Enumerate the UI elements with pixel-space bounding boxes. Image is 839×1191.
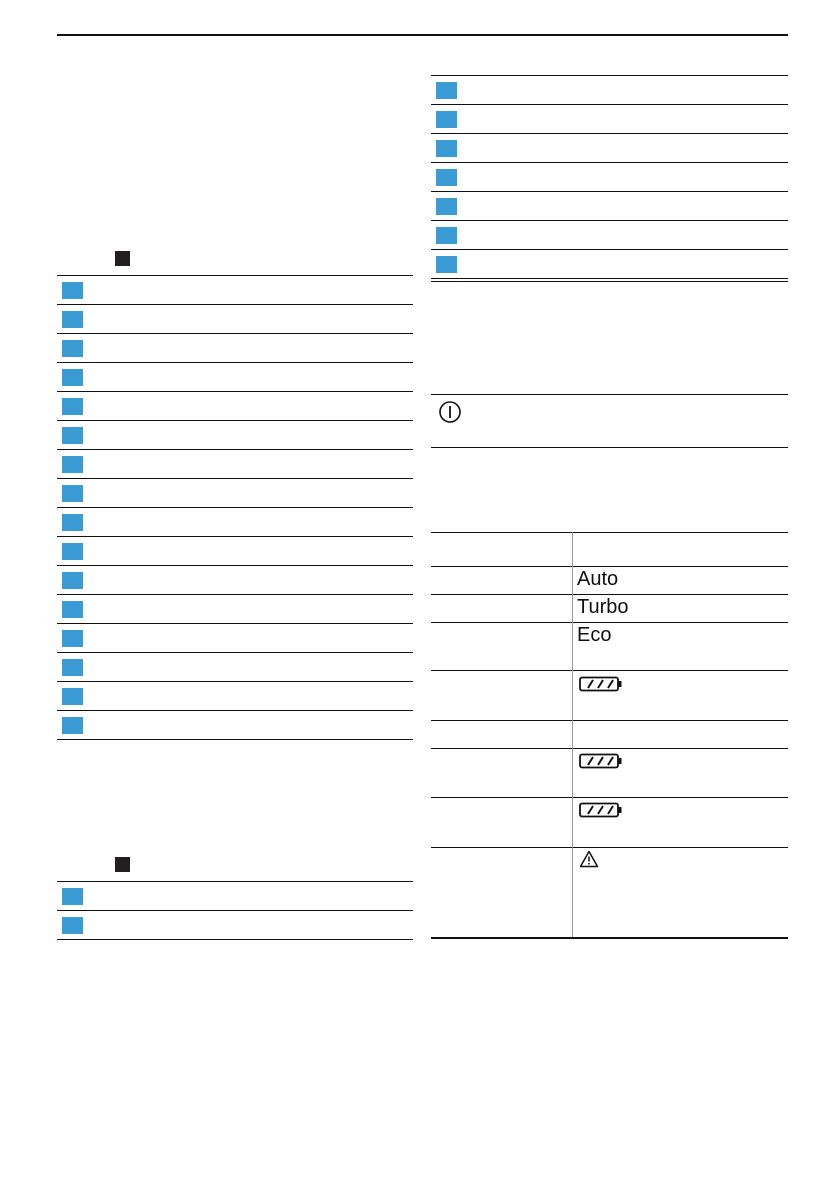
- table-row-warning: [431, 847, 788, 939]
- battery-icon: [579, 753, 623, 769]
- list-item: [57, 479, 413, 508]
- mode-label-eco: Eco: [577, 624, 612, 646]
- warning-triangle-icon: [579, 850, 599, 868]
- list-item: [57, 363, 413, 392]
- indicator-table: [431, 0, 788, 940]
- item-number-chip: [62, 917, 83, 934]
- list-item: [57, 537, 413, 566]
- battery-icon: [579, 676, 623, 692]
- list-item: [57, 911, 413, 940]
- table-row-battery: [431, 670, 788, 721]
- table-top-rule: [431, 281, 788, 282]
- list-item: [57, 624, 413, 653]
- table-row-power: [431, 394, 788, 448]
- table-row-blank: [431, 532, 788, 567]
- item-number-chip: [62, 427, 83, 444]
- list-item: [57, 882, 413, 911]
- list-item: [57, 450, 413, 479]
- item-number-chip: [62, 659, 83, 676]
- item-number-chip: [62, 572, 83, 589]
- list-item: [57, 711, 413, 740]
- mode-label-auto: Auto: [577, 568, 619, 590]
- item-number-chip: [62, 456, 83, 473]
- component-list-lower: [57, 881, 413, 940]
- list-item: [57, 566, 413, 595]
- list-item: [57, 334, 413, 363]
- item-number-chip: [62, 311, 83, 328]
- legend-marker-lower: [115, 857, 130, 872]
- table-row-battery: [431, 748, 788, 798]
- item-number-chip: [62, 601, 83, 618]
- table-row-blank: [431, 720, 788, 749]
- list-item: [57, 595, 413, 624]
- battery-icon: [579, 802, 623, 818]
- table-row-blank: [431, 446, 788, 533]
- item-number-chip: [62, 717, 83, 734]
- list-item: [57, 682, 413, 711]
- table-row-turbo: [431, 594, 788, 623]
- item-number-chip: [62, 398, 83, 415]
- item-number-chip: [62, 369, 83, 386]
- item-number-chip: [62, 514, 83, 531]
- item-number-chip: [62, 630, 83, 647]
- item-number-chip: [62, 282, 83, 299]
- list-item: [57, 392, 413, 421]
- item-number-chip: [62, 543, 83, 560]
- list-item: [57, 305, 413, 334]
- table-row-battery: [431, 797, 788, 848]
- item-number-chip: [62, 688, 83, 705]
- item-number-chip: [62, 485, 83, 502]
- component-list-upper: [57, 275, 413, 740]
- power-icon: [438, 400, 462, 424]
- list-item: [57, 508, 413, 537]
- legend-marker-upper: [115, 251, 130, 266]
- table-row-auto: [431, 566, 788, 595]
- list-item: [57, 653, 413, 682]
- list-item: [57, 421, 413, 450]
- item-number-chip: [62, 888, 83, 905]
- table-column-divider: [572, 532, 573, 937]
- mode-label-turbo: Turbo: [577, 596, 629, 618]
- table-row-eco: [431, 622, 788, 671]
- list-item: [57, 276, 413, 305]
- item-number-chip: [62, 340, 83, 357]
